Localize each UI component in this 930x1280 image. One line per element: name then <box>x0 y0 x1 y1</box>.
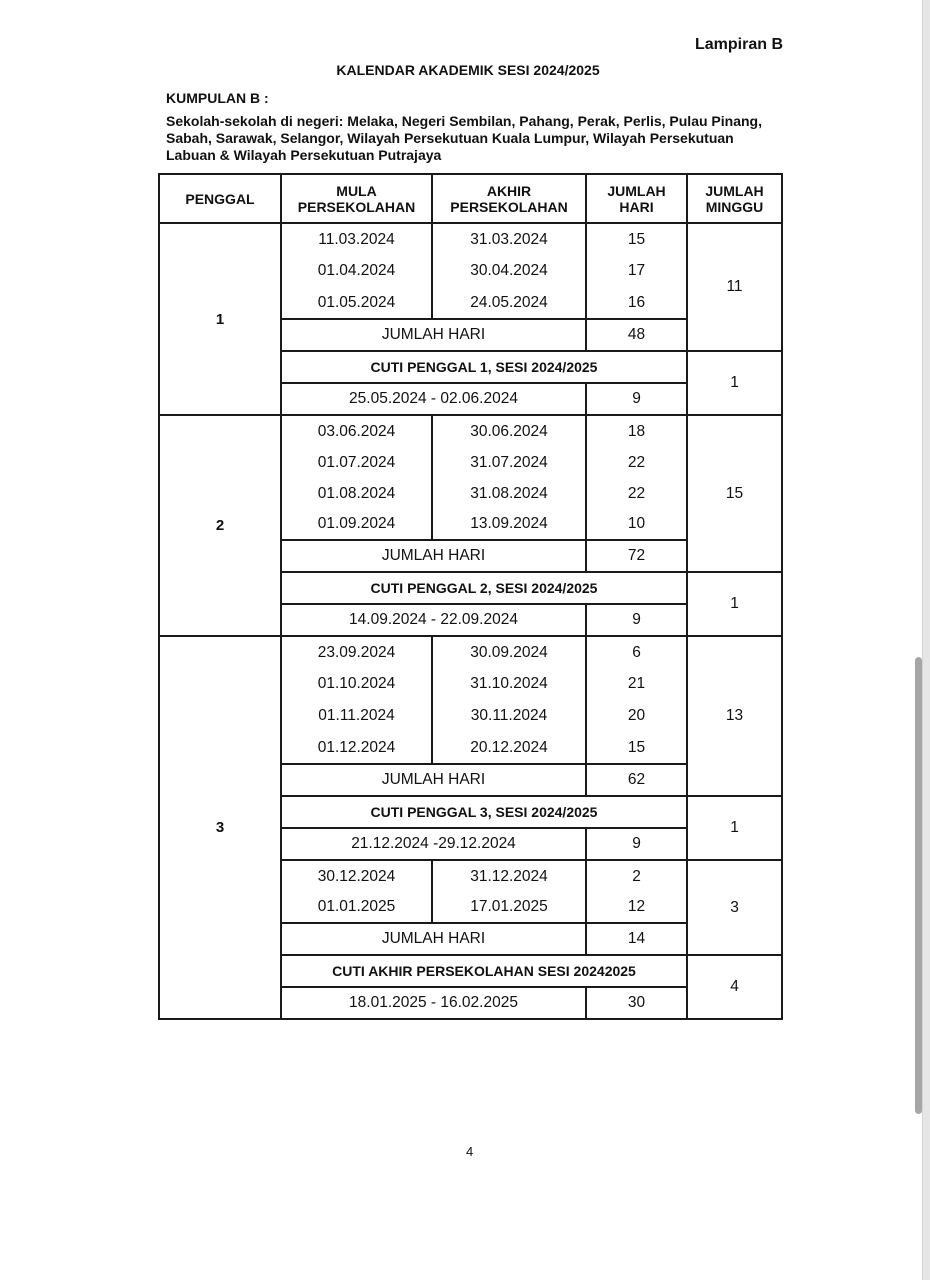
academic-calendar-table <box>158 173 783 1020</box>
hari-cell: 6 <box>586 636 687 668</box>
cuti-hari: 9 <box>586 828 687 860</box>
cuti-penggal-1-title: CUTI PENGGAL 1, SESI 2024/2025 <box>281 351 687 383</box>
scrollbar-thumb[interactable] <box>915 657 922 1114</box>
group-label: KUMPULAN B : <box>166 90 269 106</box>
mula-cell: 01.12.2024 <box>281 732 432 764</box>
jumlah-hari-value: 62 <box>586 764 687 796</box>
akhir-cell: 30.11.2024 <box>432 700 586 732</box>
jumlah-hari-label: JUMLAH HARI <box>281 540 586 572</box>
mula-cell: 01.07.2024 <box>281 447 432 478</box>
akhir-cell: 31.07.2024 <box>432 447 586 478</box>
akhir-cell: 24.05.2024 <box>432 287 586 319</box>
states-description: Sekolah-sekolah di negeri: Melaka, Negeri Sembilan, Pahang, Perak, Perlis, Pulau Pinang, Sabah, Sarawak, Selangor, Wilayah Persekutuan Kuala Lumpur, Wilayah Persekutuan Labuan & Wilayah Persekutuan Putrajaya <box>166 113 762 163</box>
mula-cell: 01.08.2024 <box>281 478 432 509</box>
akhir-cell: 31.03.2024 <box>432 223 586 255</box>
minggu-cell: 13 <box>687 636 782 796</box>
header-jumlah-hari: JUMLAH HARI <box>586 174 687 223</box>
akhir-cell: 30.04.2024 <box>432 255 586 287</box>
hari-cell: 22 <box>586 478 687 509</box>
jumlah-hari-label: JUMLAH HARI <box>281 923 586 955</box>
table-row <box>159 223 782 255</box>
penggal-2-cell: 2 <box>159 415 281 636</box>
cuti-dates: 25.05.2024 - 02.06.2024 <box>281 383 586 415</box>
appendix-label: Lampiran B <box>694 36 783 53</box>
cuti-minggu-cell: 1 <box>687 796 782 860</box>
document-title <box>0 62 930 78</box>
cuti-hari: 9 <box>586 604 687 636</box>
cuti-akhir-hari: 30 <box>586 987 687 1019</box>
jumlah-hari-value: 72 <box>586 540 687 572</box>
mula-cell: 03.06.2024 <box>281 415 432 447</box>
hari-cell: 12 <box>586 892 687 923</box>
page-number: 4 <box>466 1144 474 1159</box>
hari-cell: 22 <box>586 447 687 478</box>
cuti-akhir-title: CUTI AKHIR PERSEKOLAHAN SESI 20242025 <box>281 955 687 987</box>
mula-cell: 01.04.2024 <box>281 255 432 287</box>
document-title-text: KALENDAR AKADEMIK SESI 2024/2025 <box>336 62 600 78</box>
hari-cell: 18 <box>586 415 687 447</box>
jumlah-hari-value: 48 <box>586 319 687 351</box>
header-mula-persekolahan: MULA PERSEKOLAHAN <box>281 174 432 223</box>
minggu-cell: 11 <box>687 223 782 351</box>
hari-cell: 10 <box>586 509 687 540</box>
mula-cell: 30.12.2024 <box>281 860 432 892</box>
cuti-akhir-dates: 18.01.2025 - 16.02.2025 <box>281 987 586 1019</box>
hari-cell: 2 <box>586 860 687 892</box>
table-header-row <box>159 174 782 223</box>
akhir-cell: 30.09.2024 <box>432 636 586 668</box>
akhir-cell: 17.01.2025 <box>432 892 586 923</box>
cuti-penggal-2-title: CUTI PENGGAL 2, SESI 2024/2025 <box>281 572 687 604</box>
cuti-minggu-cell: 1 <box>687 572 782 636</box>
cuti-minggu-cell: 1 <box>687 351 782 415</box>
mula-cell: 01.01.2025 <box>281 892 432 923</box>
cuti-dates: 21.12.2024 -29.12.2024 <box>281 828 586 860</box>
minggu-cell: 3 <box>687 860 782 955</box>
jumlah-hari-label: JUMLAH HARI <box>281 319 586 351</box>
penggal-3-cell: 3 <box>159 636 281 1019</box>
jumlah-hari-value: 14 <box>586 923 687 955</box>
mula-cell: 23.09.2024 <box>281 636 432 668</box>
table-row <box>159 415 782 447</box>
header-akhir-persekolahan: AKHIR PERSEKOLAHAN <box>432 174 586 223</box>
akhir-cell: 31.12.2024 <box>432 860 586 892</box>
akhir-cell: 31.08.2024 <box>432 478 586 509</box>
mula-cell: 01.11.2024 <box>281 700 432 732</box>
akhir-cell: 31.10.2024 <box>432 668 586 700</box>
mula-cell: 01.09.2024 <box>281 509 432 540</box>
hari-cell: 15 <box>586 732 687 764</box>
penggal-1-cell: 1 <box>159 223 281 415</box>
table-row <box>159 636 782 668</box>
hari-cell: 20 <box>586 700 687 732</box>
hari-cell: 21 <box>586 668 687 700</box>
scrollbar-track[interactable] <box>922 0 930 1280</box>
jumlah-hari-label: JUMLAH HARI <box>281 764 586 796</box>
hari-cell: 15 <box>586 223 687 255</box>
mula-cell: 01.05.2024 <box>281 287 432 319</box>
header-jumlah-minggu: JUMLAH MINGGU <box>687 174 782 223</box>
akhir-cell: 20.12.2024 <box>432 732 586 764</box>
cuti-dates: 14.09.2024 - 22.09.2024 <box>281 604 586 636</box>
cuti-akhir-minggu-cell: 4 <box>687 955 782 1019</box>
header-penggal: PENGGAL <box>159 174 281 223</box>
cuti-penggal-3-title: CUTI PENGGAL 3, SESI 2024/2025 <box>281 796 687 828</box>
mula-cell: 01.10.2024 <box>281 668 432 700</box>
mula-cell: 11.03.2024 <box>281 223 432 255</box>
hari-cell: 16 <box>586 287 687 319</box>
akhir-cell: 13.09.2024 <box>432 509 586 540</box>
minggu-cell: 15 <box>687 415 782 572</box>
hari-cell: 17 <box>586 255 687 287</box>
akhir-cell: 30.06.2024 <box>432 415 586 447</box>
cuti-hari: 9 <box>586 383 687 415</box>
